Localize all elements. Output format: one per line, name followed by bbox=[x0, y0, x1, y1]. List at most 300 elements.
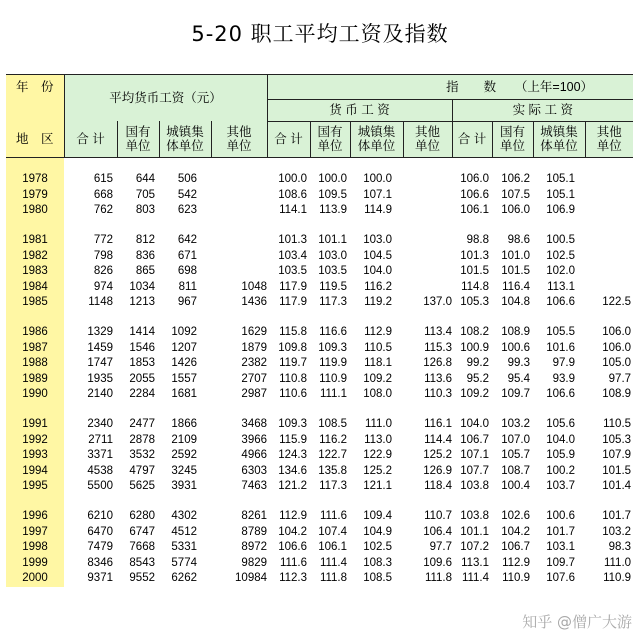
value-cell: 113.6 bbox=[424, 372, 453, 385]
value-cell: 4797 bbox=[129, 464, 155, 477]
value-cell: 117.3 bbox=[319, 296, 348, 309]
value-cell: 671 bbox=[177, 249, 197, 262]
value-cell bbox=[403, 280, 452, 296]
col-header: 其他 单位 bbox=[211, 121, 267, 158]
value-cell: 8261 bbox=[241, 509, 268, 522]
value-cell: 100.6 bbox=[501, 341, 531, 354]
value-cell: 1092 bbox=[171, 326, 197, 339]
table-row bbox=[6, 372, 633, 388]
value-cell: 101.5 bbox=[602, 464, 632, 477]
value-cell: 3532 bbox=[129, 449, 155, 462]
value-cell: 7668 bbox=[129, 541, 155, 554]
value-cell: 97.7 bbox=[608, 372, 632, 385]
real-wage-header: 实 际 工 资 bbox=[452, 99, 633, 121]
value-cell: 6747 bbox=[129, 525, 155, 538]
wage-table bbox=[6, 74, 633, 587]
year-cell: 1999 bbox=[6, 555, 64, 571]
value-cell: 137.0 bbox=[423, 296, 453, 309]
value-cell bbox=[585, 188, 633, 204]
col-header: 合 计 bbox=[267, 121, 310, 158]
value-cell: 105.9 bbox=[546, 449, 576, 462]
value-cell: 114.9 bbox=[364, 204, 393, 217]
value-cell: 2109 bbox=[171, 433, 197, 446]
value-cell: 113.1 bbox=[547, 280, 576, 293]
value-cell: 103.0 bbox=[363, 234, 393, 247]
value-cell: 5500 bbox=[87, 480, 113, 493]
value-cell: 10984 bbox=[235, 572, 268, 585]
value-cell: 109.3 bbox=[318, 341, 348, 354]
col-header: 城镇集 体单位 bbox=[350, 121, 403, 158]
value-cell: 974 bbox=[93, 280, 113, 293]
value-cell: 111.8 bbox=[319, 572, 348, 585]
value-cell: 106.7 bbox=[501, 541, 531, 554]
value-cell: 117.3 bbox=[319, 480, 348, 493]
value-cell: 101.4 bbox=[602, 480, 632, 493]
year-cell: 1985 bbox=[6, 295, 64, 311]
value-cell: 121.1 bbox=[363, 480, 393, 493]
value-cell: 110.8 bbox=[279, 372, 308, 385]
value-cell: 967 bbox=[177, 296, 197, 309]
table-body bbox=[6, 158, 633, 587]
table-row bbox=[6, 479, 633, 495]
value-cell: 117.9 bbox=[279, 296, 308, 309]
value-cell: 103.4 bbox=[278, 249, 308, 262]
value-cell: 103.5 bbox=[318, 265, 348, 278]
table-row bbox=[6, 356, 633, 372]
value-cell: 105.3 bbox=[602, 433, 632, 446]
value-cell: 1034 bbox=[129, 280, 155, 293]
value-cell: 811 bbox=[178, 280, 197, 293]
table-row bbox=[6, 203, 633, 219]
value-cell: 8346 bbox=[87, 556, 113, 569]
value-cell: 1414 bbox=[129, 326, 155, 339]
year-header: 年 份 bbox=[6, 75, 64, 100]
value-cell bbox=[403, 233, 452, 249]
year-cell: 1998 bbox=[6, 540, 64, 556]
value-cell: 100.6 bbox=[546, 509, 576, 522]
value-cell: 114.4 bbox=[424, 433, 453, 446]
value-cell: 798 bbox=[93, 249, 113, 262]
value-cell: 109.3 bbox=[278, 418, 308, 431]
year-cell: 1986 bbox=[6, 325, 64, 341]
value-cell bbox=[585, 233, 633, 249]
value-cell: 104.5 bbox=[363, 249, 393, 262]
value-cell: 134.6 bbox=[278, 464, 308, 477]
table-row bbox=[6, 417, 633, 433]
value-cell: 623 bbox=[177, 204, 197, 217]
value-cell: 4966 bbox=[241, 449, 268, 462]
value-cell: 6262 bbox=[171, 572, 197, 585]
value-cell: 3966 bbox=[241, 433, 268, 446]
value-cell: 105.3 bbox=[460, 296, 490, 309]
spacer-row bbox=[6, 495, 633, 509]
table-row bbox=[6, 340, 633, 356]
value-cell: 104.0 bbox=[546, 433, 576, 446]
value-cell: 103.2 bbox=[602, 525, 632, 538]
value-cell: 836 bbox=[135, 249, 155, 262]
value-cell: 106.0 bbox=[602, 326, 632, 339]
value-cell: 107.2 bbox=[460, 541, 490, 554]
year-cell: 1980 bbox=[6, 203, 64, 219]
value-cell: 6303 bbox=[241, 464, 268, 477]
year-cell: 1994 bbox=[6, 464, 64, 480]
value-cell: 2707 bbox=[241, 372, 268, 385]
table-row bbox=[6, 233, 633, 249]
value-cell: 3931 bbox=[171, 480, 197, 493]
value-cell: 9552 bbox=[129, 572, 155, 585]
value-cell: 108.0 bbox=[363, 388, 393, 401]
value-cell: 5331 bbox=[171, 541, 197, 554]
value-cell: 103.1 bbox=[546, 541, 576, 554]
value-cell: 107.6 bbox=[546, 572, 576, 585]
value-cell: 104.8 bbox=[501, 296, 531, 309]
value-cell: 1546 bbox=[129, 341, 155, 354]
value-cell: 93.9 bbox=[552, 372, 576, 385]
value-cell: 108.3 bbox=[363, 556, 393, 569]
value-cell: 1459 bbox=[87, 341, 113, 354]
value-cell: 100.0 bbox=[318, 173, 348, 186]
value-cell: 100.4 bbox=[501, 480, 531, 493]
value-cell: 111.4 bbox=[461, 572, 490, 585]
value-cell: 101.3 bbox=[460, 249, 490, 262]
value-cell: 4538 bbox=[87, 464, 113, 477]
value-cell: 109.4 bbox=[363, 509, 393, 522]
value-cell: 135.8 bbox=[318, 464, 348, 477]
value-cell: 1557 bbox=[171, 372, 197, 385]
value-cell: 105.0 bbox=[602, 357, 632, 370]
value-cell: 105.1 bbox=[546, 188, 576, 201]
value-cell: 1853 bbox=[129, 357, 155, 370]
value-cell: 114.8 bbox=[461, 280, 490, 293]
value-cell bbox=[403, 172, 452, 188]
value-cell: 111.0 bbox=[364, 418, 393, 431]
year-cell: 1995 bbox=[6, 479, 64, 495]
value-cell: 115.3 bbox=[424, 341, 453, 354]
value-cell bbox=[585, 264, 633, 280]
value-cell: 2055 bbox=[129, 372, 155, 385]
value-cell: 95.2 bbox=[466, 372, 490, 385]
value-cell: 98.8 bbox=[466, 234, 490, 247]
value-cell: 2987 bbox=[241, 388, 268, 401]
table-row bbox=[6, 295, 633, 311]
value-cell: 2140 bbox=[87, 388, 113, 401]
value-cell: 101.1 bbox=[318, 234, 348, 247]
value-cell: 116.6 bbox=[319, 326, 348, 339]
value-cell bbox=[585, 172, 633, 188]
value-cell: 1148 bbox=[88, 296, 113, 309]
value-cell: 121.2 bbox=[278, 480, 308, 493]
value-cell: 119.7 bbox=[279, 357, 308, 370]
value-cell: 1879 bbox=[241, 341, 268, 354]
value-cell: 102.5 bbox=[363, 541, 393, 554]
value-cell: 112.9 bbox=[279, 509, 308, 522]
value-cell: 101.1 bbox=[460, 525, 490, 538]
value-cell: 108.7 bbox=[501, 464, 531, 477]
year-cell: 1982 bbox=[6, 248, 64, 264]
table-row bbox=[6, 280, 633, 296]
value-cell: 106.4 bbox=[423, 525, 453, 538]
value-cell: 109.8 bbox=[278, 341, 308, 354]
table-row bbox=[6, 188, 633, 204]
value-cell: 9829 bbox=[241, 556, 268, 569]
value-cell: 101.5 bbox=[460, 265, 490, 278]
nominal-wage-header: 货 币 工 资 bbox=[267, 99, 452, 121]
value-cell: 116.4 bbox=[502, 280, 531, 293]
value-cell: 103.8 bbox=[460, 509, 490, 522]
value-cell: 705 bbox=[135, 188, 155, 201]
value-cell: 100.5 bbox=[546, 234, 576, 247]
col-header: 合 计 bbox=[64, 121, 117, 158]
value-cell bbox=[403, 188, 452, 204]
value-cell: 101.5 bbox=[501, 265, 531, 278]
value-cell: 102.0 bbox=[546, 265, 576, 278]
value-cell: 99.3 bbox=[507, 357, 531, 370]
value-cell: 106.6 bbox=[460, 188, 490, 201]
value-cell bbox=[211, 188, 267, 204]
year-cell: 1996 bbox=[6, 509, 64, 525]
value-cell: 101.7 bbox=[546, 525, 576, 538]
year-cell: 1981 bbox=[6, 233, 64, 249]
value-cell: 117.9 bbox=[279, 280, 308, 293]
value-cell: 107.0 bbox=[501, 433, 531, 446]
value-cell: 104.9 bbox=[363, 525, 393, 538]
value-cell: 8972 bbox=[241, 541, 268, 554]
value-cell: 1213 bbox=[129, 296, 155, 309]
page-title: 5-20 职工平均工资及指数 bbox=[191, 22, 449, 46]
value-cell: 698 bbox=[177, 265, 197, 278]
value-cell: 103.7 bbox=[546, 480, 576, 493]
value-cell: 2284 bbox=[129, 388, 155, 401]
year-cell: 1992 bbox=[6, 432, 64, 448]
value-cell: 122.9 bbox=[363, 449, 393, 462]
avg-wage-header: 平均货币工资（元） bbox=[64, 75, 267, 122]
value-cell: 109.6 bbox=[423, 556, 453, 569]
table-row bbox=[6, 571, 633, 587]
value-cell: 1207 bbox=[171, 341, 197, 354]
value-cell: 506 bbox=[177, 173, 197, 186]
value-cell: 100.0 bbox=[363, 173, 393, 186]
value-cell: 124.3 bbox=[278, 449, 308, 462]
value-cell: 103.0 bbox=[318, 249, 348, 262]
value-cell: 103.8 bbox=[460, 480, 490, 493]
value-cell: 113.9 bbox=[319, 204, 348, 217]
value-cell: 3468 bbox=[241, 418, 268, 431]
col-header: 合 计 bbox=[452, 121, 492, 158]
value-cell: 99.2 bbox=[466, 357, 490, 370]
value-cell: 108.2 bbox=[460, 326, 490, 339]
value-cell: 105.7 bbox=[501, 449, 531, 462]
year-cell: 1978 bbox=[6, 172, 64, 188]
value-cell: 812 bbox=[135, 234, 155, 247]
value-cell: 119.9 bbox=[319, 357, 348, 370]
value-cell: 103.2 bbox=[501, 418, 531, 431]
value-cell: 5774 bbox=[171, 556, 197, 569]
value-cell: 865 bbox=[135, 265, 155, 278]
value-cell: 97.7 bbox=[429, 541, 453, 554]
value-cell: 108.5 bbox=[363, 572, 393, 585]
value-cell: 2711 bbox=[88, 433, 113, 446]
value-cell: 104.2 bbox=[278, 525, 308, 538]
table-row bbox=[6, 264, 633, 280]
value-cell: 107.9 bbox=[602, 449, 632, 462]
value-cell: 1436 bbox=[241, 296, 268, 309]
value-cell: 107.4 bbox=[318, 525, 348, 538]
value-cell: 112.9 bbox=[364, 326, 393, 339]
table-row bbox=[6, 509, 633, 525]
value-cell: 6210 bbox=[87, 509, 113, 522]
value-cell: 106.0 bbox=[501, 204, 531, 217]
value-cell: 668 bbox=[93, 188, 113, 201]
value-cell: 112.3 bbox=[279, 572, 308, 585]
value-cell: 110.7 bbox=[424, 509, 453, 522]
value-cell: 113.1 bbox=[461, 556, 490, 569]
value-cell: 108.6 bbox=[278, 188, 308, 201]
value-cell: 109.5 bbox=[318, 188, 348, 201]
value-cell bbox=[403, 203, 452, 219]
value-cell: 109.7 bbox=[546, 556, 576, 569]
table-row bbox=[6, 172, 633, 188]
value-cell bbox=[211, 248, 267, 264]
value-cell: 1329 bbox=[87, 326, 113, 339]
value-cell: 109.7 bbox=[501, 388, 531, 401]
value-cell: 118.1 bbox=[364, 357, 393, 370]
year-cell: 1987 bbox=[6, 340, 64, 356]
value-cell bbox=[211, 233, 267, 249]
year-cell: 1988 bbox=[6, 356, 64, 372]
value-cell: 826 bbox=[93, 265, 113, 278]
spacer-row bbox=[6, 311, 633, 325]
value-cell: 772 bbox=[93, 234, 113, 247]
value-cell: 108.9 bbox=[501, 326, 531, 339]
value-cell: 112.9 bbox=[502, 556, 531, 569]
value-cell: 104.0 bbox=[363, 265, 393, 278]
value-cell: 110.3 bbox=[424, 388, 453, 401]
index-header: 指 数 （上年=100） bbox=[267, 75, 633, 100]
value-cell: 3245 bbox=[171, 464, 197, 477]
value-cell: 126.9 bbox=[423, 464, 453, 477]
table-row bbox=[6, 248, 633, 264]
value-cell bbox=[211, 264, 267, 280]
value-cell: 111.0 bbox=[603, 556, 632, 569]
value-cell: 105.5 bbox=[546, 326, 576, 339]
value-cell: 1681 bbox=[171, 388, 197, 401]
value-cell: 110.9 bbox=[502, 572, 531, 585]
value-cell: 126.8 bbox=[423, 357, 453, 370]
value-cell: 5625 bbox=[129, 480, 155, 493]
col-header: 城镇集 体单位 bbox=[533, 121, 585, 158]
value-cell: 116.2 bbox=[319, 433, 348, 446]
value-cell: 114.1 bbox=[279, 204, 308, 217]
table-row bbox=[6, 387, 633, 403]
col-header: 国有 单位 bbox=[310, 121, 350, 158]
year-cell: 1984 bbox=[6, 280, 64, 296]
value-cell: 101.3 bbox=[278, 234, 308, 247]
table-row bbox=[6, 540, 633, 556]
table-row bbox=[6, 464, 633, 480]
value-cell: 1048 bbox=[241, 280, 268, 293]
value-cell bbox=[211, 203, 267, 219]
year-cell: 1979 bbox=[6, 188, 64, 204]
value-cell: 113.0 bbox=[364, 433, 393, 446]
value-cell: 8543 bbox=[129, 556, 155, 569]
value-cell: 108.5 bbox=[318, 418, 348, 431]
table-row bbox=[6, 555, 633, 571]
value-cell: 107.5 bbox=[501, 188, 531, 201]
col-header: 城镇集 体单位 bbox=[159, 121, 211, 158]
value-cell: 98.6 bbox=[507, 234, 531, 247]
value-cell: 111.6 bbox=[279, 556, 308, 569]
value-cell: 119.5 bbox=[319, 280, 348, 293]
value-cell: 106.6 bbox=[546, 296, 576, 309]
col-header: 其他 单位 bbox=[585, 121, 633, 158]
value-cell: 95.4 bbox=[507, 372, 531, 385]
value-cell: 116.1 bbox=[424, 418, 453, 431]
year-cell: 1990 bbox=[6, 387, 64, 403]
value-cell: 101.6 bbox=[546, 341, 576, 354]
year-cell: 1993 bbox=[6, 448, 64, 464]
spacer-row bbox=[6, 219, 633, 233]
value-cell bbox=[403, 248, 452, 264]
year-cell: 2000 bbox=[6, 571, 64, 587]
value-cell: 106.7 bbox=[460, 433, 490, 446]
value-cell: 1629 bbox=[241, 326, 268, 339]
value-cell: 2382 bbox=[241, 357, 268, 370]
value-cell: 125.2 bbox=[423, 449, 453, 462]
value-cell: 108.9 bbox=[602, 388, 632, 401]
value-cell: 106.0 bbox=[602, 341, 632, 354]
value-cell: 102.6 bbox=[501, 509, 531, 522]
value-cell: 103.5 bbox=[278, 265, 308, 278]
value-cell: 2592 bbox=[171, 449, 197, 462]
year-cell: 1991 bbox=[6, 417, 64, 433]
value-cell: 2878 bbox=[129, 433, 155, 446]
col-header: 国有 单位 bbox=[492, 121, 533, 158]
value-cell: 110.5 bbox=[364, 341, 393, 354]
value-cell: 1747 bbox=[87, 357, 113, 370]
year-cell: 1983 bbox=[6, 264, 64, 280]
table-row bbox=[6, 524, 633, 540]
value-cell: 109.2 bbox=[460, 388, 490, 401]
value-cell: 111.4 bbox=[319, 556, 348, 569]
value-cell: 6470 bbox=[87, 525, 113, 538]
value-cell: 642 bbox=[177, 234, 197, 247]
value-cell: 101.7 bbox=[602, 509, 632, 522]
value-cell: 762 bbox=[93, 204, 113, 217]
value-cell bbox=[585, 203, 633, 219]
value-cell: 105.6 bbox=[546, 418, 576, 431]
value-cell: 115.8 bbox=[279, 326, 308, 339]
value-cell: 542 bbox=[177, 188, 197, 201]
value-cell: 106.9 bbox=[546, 204, 576, 217]
value-cell: 125.2 bbox=[363, 464, 393, 477]
value-cell bbox=[585, 280, 633, 296]
value-cell: 9371 bbox=[87, 572, 113, 585]
value-cell: 6280 bbox=[129, 509, 155, 522]
value-cell: 122.7 bbox=[318, 449, 348, 462]
value-cell: 106.0 bbox=[460, 173, 490, 186]
value-cell: 110.5 bbox=[603, 418, 632, 431]
value-cell bbox=[585, 248, 633, 264]
value-cell: 101.0 bbox=[501, 249, 531, 262]
value-cell: 2340 bbox=[87, 418, 113, 431]
value-cell: 106.6 bbox=[546, 388, 576, 401]
value-cell: 105.1 bbox=[546, 173, 576, 186]
value-cell: 100.2 bbox=[546, 464, 576, 477]
value-cell: 104.2 bbox=[501, 525, 531, 538]
value-cell: 7479 bbox=[87, 541, 113, 554]
value-cell bbox=[211, 172, 267, 188]
year-cell: 1997 bbox=[6, 524, 64, 540]
